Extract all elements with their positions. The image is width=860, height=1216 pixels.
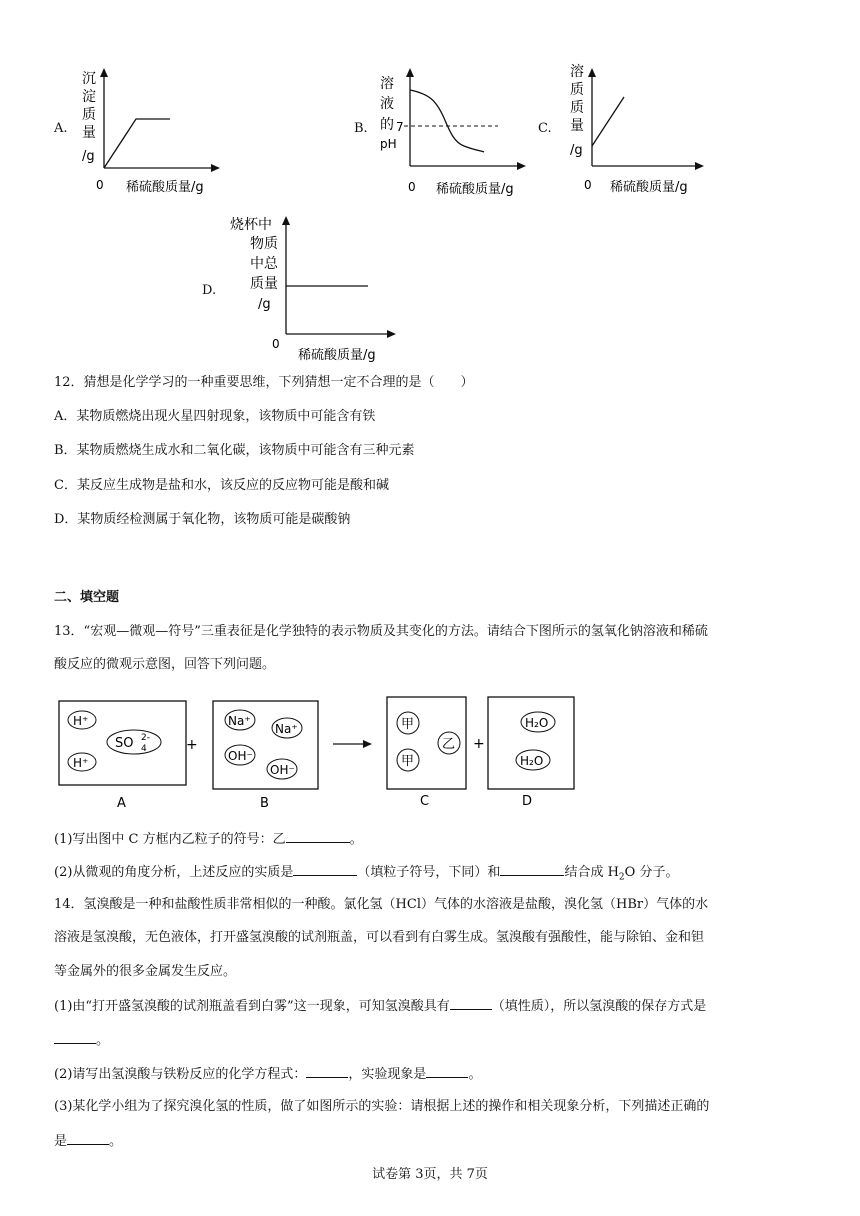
ion-sulfate-label: SO	[115, 736, 134, 751]
q14-sub1-suffix: 。	[96, 1033, 110, 1048]
particle-jia-1-label: 甲	[401, 717, 415, 732]
q13-sub2-subscript: 2	[618, 872, 625, 883]
option-d-y-arrow	[282, 216, 290, 225]
q14-line2: 溶液是氢溴酸，无色液体，打开盛氢溴酸的试剂瓶盖，可以看到有白雾生成。氢溴酸有强酸性，能与除铂、金和钽	[54, 930, 705, 945]
q14-sub2-prefix: (2)请写出氢溴酸与铁粉反应的化学方程式：	[54, 1067, 307, 1082]
ion-sulfate-sub: 4	[141, 744, 147, 754]
option-b-x-arrow	[517, 162, 526, 170]
ion-h-1-label: H⁺	[73, 714, 89, 728]
box-b-label: B	[260, 796, 269, 811]
option-b-ylabel-3: 的	[380, 117, 394, 133]
ion-na-1-label: Na⁺	[228, 714, 251, 728]
q13-sub1-suffix: 。	[349, 832, 363, 847]
option-d-letter: D.	[202, 283, 217, 298]
option-d-ylabel-5: /g	[258, 297, 271, 312]
page-footer: 试卷第 3页，共 7页	[372, 1167, 488, 1182]
option-a-ylabel-3: 质	[82, 107, 96, 123]
q13-sub1-prefix: (1)写出图中 C 方框内乙粒子的符号：乙	[54, 832, 286, 847]
reaction-arrow-head	[363, 740, 372, 748]
q13-sub2-mid1: （填粒子符号，下同）和	[357, 865, 501, 880]
option-c-xlabel: 稀硫酸质量/g	[610, 180, 688, 195]
q14-sub2	[54, 1063, 481, 1085]
option-c-ylabel-1: 溶	[570, 64, 584, 80]
box-c-label: C	[420, 794, 430, 809]
molecule-water-1-label: H₂O	[525, 716, 549, 730]
ion-na-2-label: Na⁺	[275, 722, 298, 736]
molecule-water-2-label: H₂O	[520, 754, 544, 768]
option-b-letter: B.	[354, 121, 368, 136]
plus-2: +	[473, 736, 485, 752]
particle-jia-2-label: 甲	[401, 754, 415, 769]
q14-sub2-suffix: 。	[468, 1067, 482, 1082]
option-d-ylabel-3: 中总	[250, 256, 278, 272]
option-c-y-arrow	[588, 68, 596, 77]
option-b-ylabel-2: 液	[380, 96, 394, 112]
option-a-ylabel-5: /g	[82, 149, 95, 164]
q14-sub1-blank-2[interactable]	[54, 1029, 96, 1044]
q14-sub3-prefix: 是	[54, 1134, 68, 1149]
option-d-ylabel-1: 烧杯中	[230, 217, 272, 233]
option-d-x-arrow	[387, 330, 396, 338]
option-b-curve	[410, 90, 484, 152]
ion-h-2-label: H⁺	[73, 756, 89, 770]
q13-sub2-blank-1[interactable]	[293, 861, 357, 876]
option-a-y-arrow	[100, 68, 108, 77]
q13-sub2	[54, 861, 678, 888]
q13-sub2-blank-2[interactable]	[500, 861, 564, 876]
option-c-letter: C.	[538, 121, 552, 136]
q13-sub2-prefix: (2)从微观的角度分析，上述反应的实质是	[54, 865, 294, 880]
option-c-x-arrow	[695, 162, 704, 170]
option-a-letter: A.	[54, 121, 68, 136]
option-a-ylabel-2: 淀	[82, 89, 96, 105]
q14-sub3-suffix: 。	[109, 1134, 123, 1149]
section-title: 二、填空题	[54, 590, 120, 605]
q14-line1: 14．氢溴酸是一种和盐酸性质非常相似的一种酸。氯化氢（HCl）气体的水溶液是盐酸，溴化氢（HBr）气体的水	[54, 897, 709, 912]
q14-sub3-line2	[54, 1130, 122, 1152]
q14-sub1-mid: （填性质），所以氢溴酸的保存方式是	[491, 999, 707, 1014]
q14-sub1-prefix: (1)由“打开盛氢溴酸的试剂瓶盖看到白雾”这一现象，可知氢溴酸具有	[54, 999, 450, 1014]
option-b-graph	[374, 68, 534, 198]
option-a-curve	[104, 119, 170, 168]
q14-sub1	[54, 995, 706, 1017]
option-a-ylabel-4: 量	[82, 125, 96, 141]
q13-sub1-blank[interactable]	[286, 828, 350, 843]
option-d-graph	[228, 212, 398, 364]
q12-stem: 12．猜想是化学学习的一种重要思维，下列猜想一定不合理的是（ ）	[54, 375, 474, 390]
option-a-graph	[74, 68, 224, 196]
box-d	[488, 697, 574, 789]
option-d-xlabel: 稀硫酸质量/g	[298, 348, 376, 363]
q12-option-d: D．某物质经检测属于氧化物，该物质可能是碳酸钠	[54, 512, 351, 527]
q13-sub2-mid2: 结合成 H	[564, 865, 619, 880]
q12-option-c: C．某反应生成物是盐和水，该反应的反应物可能是酸和碱	[54, 478, 389, 493]
option-c-graph	[562, 62, 712, 196]
option-a-xlabel: 稀硫酸质量/g	[126, 180, 204, 195]
ion-oh-2-label: OH⁻	[270, 763, 295, 777]
option-c-ylabel-2: 质	[570, 82, 584, 98]
q13-sub2-suffix: O 分子。	[624, 865, 679, 880]
option-c-origin: 0	[584, 178, 592, 192]
q14-sub3-line1: (3)某化学小组为了探究溴化氢的性质，做了如图所示的实验：请根据上述的操作和相关现象分析，下列描述正确的	[54, 1099, 710, 1114]
ion-oh-1-label: OH⁻	[228, 749, 253, 763]
q14-sub1-blank-1[interactable]	[450, 995, 492, 1010]
ion-sulfate-sup: 2-	[141, 733, 150, 743]
q14-sub2-blank-1[interactable]	[306, 1063, 348, 1078]
option-a-origin: 0	[96, 178, 104, 192]
option-b-xlabel: 稀硫酸质量/g	[436, 182, 514, 197]
option-c-ylabel-3: 质	[570, 100, 584, 116]
option-d-ylabel-2: 物质	[250, 236, 278, 252]
option-a-x-arrow	[211, 164, 220, 172]
option-b-seven: 7	[396, 120, 404, 134]
q14-sub2-blank-2[interactable]	[426, 1063, 468, 1078]
option-b-ylabel-1: 溶	[380, 76, 394, 92]
plus-1: +	[186, 737, 198, 753]
particle-yi-label: 乙	[442, 737, 456, 752]
option-a-ylabel-1: 沉	[82, 71, 96, 87]
option-c-ylabel-5: /g	[570, 143, 583, 158]
option-b-origin: 0	[408, 180, 416, 194]
option-d-ylabel-4: 质量	[250, 276, 278, 292]
q14-line3: 等金属外的很多金属发生反应。	[54, 964, 237, 979]
option-b-ylabel-4: pH	[380, 137, 397, 151]
q14-sub1-cont	[54, 1029, 109, 1051]
reaction-diagram	[58, 696, 588, 814]
q13-sub1	[54, 828, 363, 850]
q12-option-a: A．某物质燃烧出现火星四射现象，该物质中可能含有铁	[54, 409, 376, 424]
option-d-origin: 0	[272, 337, 280, 351]
q14-sub2-mid: ，实验现象是	[348, 1067, 427, 1082]
box-a-label: A	[117, 796, 126, 811]
q14-sub3-blank[interactable]	[67, 1130, 109, 1145]
q12-option-b: B．某物质燃烧生成水和二氧化碳，该物质中可能含有三种元素	[54, 443, 415, 458]
q13-stem-line2: 酸反应的微观示意图，回答下列问题。	[54, 657, 276, 672]
option-c-ylabel-4: 量	[570, 118, 584, 134]
option-c-curve	[592, 97, 624, 146]
box-d-label: D	[522, 794, 533, 809]
option-b-y-arrow	[406, 68, 414, 77]
q13-stem-line1: 13．“宏观—微观—符号”三重表征是化学独特的表示物质及其变化的方法。请结合下图所示的氢氧化钠溶液和稀硫	[54, 624, 708, 639]
